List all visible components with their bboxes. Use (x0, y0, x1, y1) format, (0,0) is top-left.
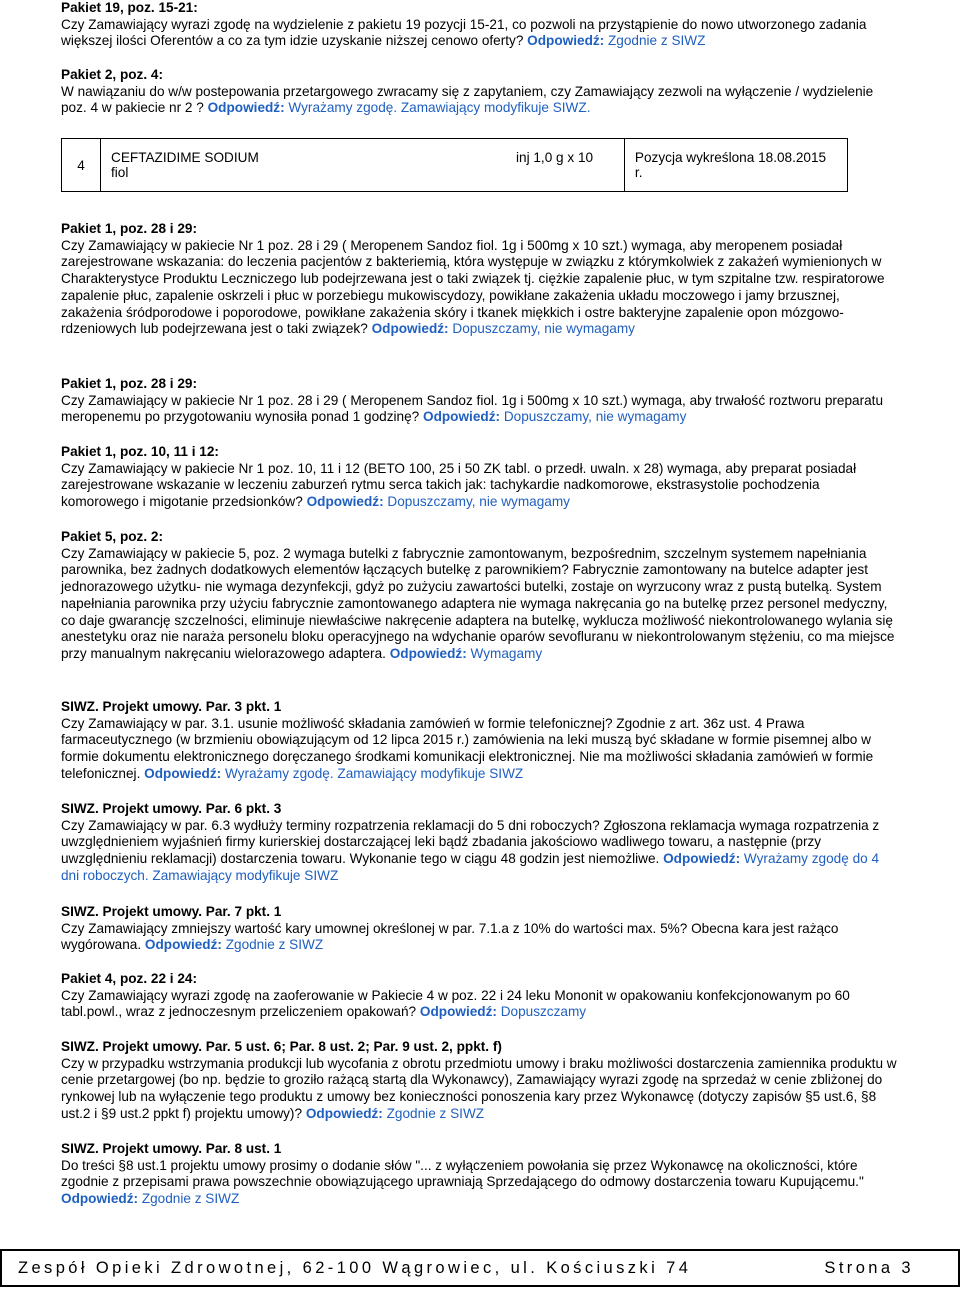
section-header: Pakiet 5, poz. 2: (61, 529, 163, 544)
section-par-3 (61, 699, 899, 783)
section-pakiet-1-meropenem-stability (61, 376, 899, 426)
section-header: SIWZ. Projekt umowy. Par. 5 ust. 6; Par. 8 ust. 2; Par. 9 ust. 2, ppkt. f) (61, 1039, 502, 1054)
section-header: SIWZ. Projekt umowy. Par. 3 pkt. 1 (61, 699, 282, 714)
question-text: Czy Zamawiający w pakiecie Nr 1 poz. 28 i 29 ( Meropenem Sandoz fiol. 1g i 500mg x 10 szt.) wymaga, aby meropenem posiadał zarejestrowane wskazania: do leczenia pacjentów z bakteriemią, która występuje w związku z którymkolwiek z zakażeń wymienionych w Charakterystyce Produktu Leczniczego lub podejrzewana jest o taki związek tj. ciężkie zapalenie płuc, w tym szpitalne tzw. respiratorowe zapalenie płuc, zapalenie oskrzeli i płuc w porzebiegu mukowiscydozy, powikłane zakażenia układu moczowego i jamy brzusznej, zakażenia śródporodowe i poporodowe, powikłane zakażenia skóry i tkanek miękkich i ostre bakteryjne zapalenie opon mózgowo-rdzeniowych lub podejrzewana jest o taki związek? Odpowiedź: Dopuszczamy, nie wymagamy (61, 237, 885, 337)
section-header: Pakiet 1, poz. 28 i 29: (61, 376, 197, 391)
modification-table (61, 138, 848, 192)
answer-label: Odpowiedź: (144, 765, 222, 781)
section-header: SIWZ. Projekt umowy. Par. 7 pkt. 1 (61, 904, 282, 919)
answer-label: Odpowiedź: (144, 937, 222, 953)
answer-text: Zgodnie z SIWZ (141, 1191, 240, 1207)
question-text: Czy Zamawiający zmniejszy wartość kary umownej określonej w par. 7.1.a z 10% do wartości max. 5%? Obecna kara jest rażąco wygórowana. Odpowiedź: Zgodnie z SIWZ (61, 920, 839, 953)
section-par-5-8-9 (61, 1039, 899, 1123)
answer-label: Odpowiedź: (423, 409, 501, 425)
footer-page-number: Strona 3 (824, 1258, 914, 1277)
section-header: Pakiet 19, poz. 15-21: (61, 0, 198, 15)
question-text: Czy w przypadku wstrzymania produkcji lub wycofania z obrotu przedmiotu umowy i braku możliwości dostarczenia zamiennika produktu w cenie przetargowej (bo np. będzie to groziło rażącą startą dla Wykonawcy), Zamawiający wyrazi zgodę na sprzedaż w cenie zbliżonej do rynkowej lub na wyłączenie tego produktu z umowy bez konieczności ponoszenia kary przez Wykonawcę (dotyczy zapisów §5 ust.6, §8 ust.2 i §9 ust.2 ppkt f) projektu umowy)? Odpowiedź: Zgodnie z SIWZ (61, 1055, 897, 1121)
answer-label: Odpowiedź: (389, 645, 467, 661)
question-text: Czy Zamawiający wyrazi zgodę na zaoferowanie w Pakiecie 4 w poz. 22 i 24 leku Mononit w opakowaniu konfekcjonowanym po 60 tabl.powl., wraz z jednoczesnym przeliczeniem opakowań? Odpowiedź: Dopuszczamy (61, 987, 850, 1020)
answer-text: Dopuszczamy, nie wymagamy (503, 409, 687, 425)
question-text: Czy Zamawiający wyrazi zgodę na wydzielenie z pakietu 19 pozycji 15-21, co pozwoli na przystąpienie do nowo utworzonego zadania większej ilości Oferentów a co za tym idzie uzyskanie niższej cenowo oferty? Odpowiedź: Zgodnie z SIWZ (61, 16, 867, 49)
answer-label: Odpowiedź: (527, 33, 605, 49)
question-text: Czy Zamawiający w pakiecie 5, poz. 2 wymaga butelki z fabrycznie zamontowanym, bezpośrednim, szczelnym systemem napełniania parownika, bez żadnych dodatkowych elementów łączących butelkę z parownikiem? Fabrycznie zamontowany na butelce adapter jest jednorazowego użytku- nie wymaga dezynfekcji, gdyż po zużyciu zawartości butelki, zostaje on wyrzucony wraz z pustą butelką. System napełniania parownika przy użyciu fabrycznie zamontowanego adaptera nie wymaga nakręcania go na butelkę przez personel medyczny, co daje gwarancję szczelności, eliminuje niewłaściwe nakręcenie adaptera na butelkę, wyklucza możliwość niekontrolowanego wylania się anestetyku oraz nie naraża personelu bloku operacyjnego na wdychanie oparów sevofluranu w niekontrolowanym stężeniu, co ma miejsce przy manualnym nakręcaniu wielorazowego adaptera. Odpowiedź: Wymagamy (61, 545, 895, 661)
section-pakiet-19 (61, 0, 899, 50)
section-pakiet-4 (61, 971, 899, 1021)
table-row (62, 139, 848, 192)
section-header: Pakiet 1, poz. 10, 11 i 12: (61, 444, 219, 459)
section-header: SIWZ. Projekt umowy. Par. 8 ust. 1 (61, 1141, 282, 1156)
section-header: Pakiet 1, poz. 28 i 29: (61, 221, 197, 236)
product-dose: inj 1,0 g x 10 fiol (111, 150, 594, 180)
footer-address: Zespół Opieki Zdrowotnej, 62-100 Wągrowiec, ul. Kościuszki 74 (18, 1258, 692, 1277)
answer-text: Wymagamy (470, 645, 543, 661)
question-text: Czy Zamawiający w pakiecie Nr 1 poz. 28 i 29 ( Meropenem Sandoz fiol. 1g i 500mg x 10 szt.) wymaga, aby trwałość roztworu preparatu meropenemu po przygotowaniu wynosiła ponad 1 godzinę? Odpowiedź: Dopuszczamy, nie wymagamy (61, 392, 884, 425)
section-par-6 (61, 801, 899, 885)
question-text: Czy Zamawiający w pakiecie Nr 1 poz. 10, 11 i 12 (BETO 100, 25 i 50 ZK tabl. o przedł. uwaln. x 28) wymaga, aby preparat posiadał zarejestrowane wskazanie w leczeniu zaburzeń rytmu serca takich jak: tachykardie nadkomorowe, ekstrasystolie pochodzenia komorowego i migotanie przedsionków? Odpowiedź: Dopuszczamy, nie wymagamy (61, 460, 857, 510)
section-par-8 (61, 1141, 899, 1208)
answer-text: Dopuszczamy, nie wymagamy (387, 494, 570, 510)
section-header: SIWZ. Projekt umowy. Par. 6 pkt. 3 (61, 801, 282, 816)
section-par-7 (61, 904, 899, 954)
answer-label: Odpowiedź: (305, 1105, 383, 1121)
answer-label: Odpowiedź: (371, 321, 449, 337)
answer-text: Wyrażamy zgodę. Zamawiający modyfikuje SIWZ (224, 765, 524, 781)
section-pakiet-1-meropenem-indications (61, 221, 899, 338)
answer-label: Odpowiedź: (207, 100, 285, 116)
question-text: Czy Zamawiający w par. 6.3 wydłuży terminy rozpatrzenia reklamacji do 5 dni roboczych? Zgłoszona reklamacja wymaga rozpatrzenia z uwzględnieniem wyjaśnień firmy kurierskiej dostarczającej leki bądź zbadania jakościowo wadliwego towaru, a następnie (przy uwzględnieniu reklamacji) dostarczenia towaru. Wykonanie tego w ciągu 48 godzin jest niemożliwe. Odpowiedź: Wyrażamy zgodę do 4 dni roboczych. Zamawiający modyfikuje SIWZ (61, 817, 880, 883)
answer-text: Zgodnie z SIWZ (225, 937, 324, 953)
answer-text: Zgodnie z SIWZ (607, 33, 706, 49)
section-pakiet-2 (61, 67, 899, 117)
table-cell-no: 4 (62, 139, 101, 192)
answer-label: Odpowiedź: (306, 494, 384, 510)
section-pakiet-1-beto (61, 444, 899, 511)
section-pakiet-5 (61, 529, 899, 663)
page-footer (0, 1249, 960, 1287)
table-cell-status: Pozycja wykreślona 18.08.2015 r. (624, 139, 847, 192)
question-text: Do treści §8 ust.1 projektu umowy prosimy o dodanie słów "... z wyłączeniem powołania się przez Wykonawcę na okoliczności, które zgodnie z przepisami prawa powszechnie obowiązującego uprawniają Sprzedającego do odmowy dostarczenia towaru Kupującemu." Odpowiedź: Zgodnie z SIWZ (61, 1157, 864, 1207)
table-cell-product (101, 139, 625, 192)
answer-label: Odpowiedź: (61, 1191, 139, 1207)
question-text: W nawiązaniu do w/w postepowania przetargowego zwracamy się z zapytaniem, czy Zamawiający zezwoli na wyłączenie / wydzielenie poz. 4 w pakiecie nr 2 ? Odpowiedź: Wyrażamy zgodę. Zamawiający modyfikuje SIWZ. (61, 83, 874, 116)
answer-text: Wyrażamy zgodę. Zamawiający modyfikuje SIWZ. (288, 100, 591, 116)
question-text: Czy Zamawiający w par. 3.1. usunie możliwość składania zamówień w formie telefonicznej? Zgodnie z art. 36z ust. 4 Prawa farmaceutycznego (w brzmieniu obowiązującym od 12 lipca 2015 r.) zamówienia na leki muszą być składane w formie pisemnej albo w formie dokumentu elektronicznego doręczanego środkami komunikacji elektronicznej. Nie ma możliwości składania zamówień w formie telefonicznej. Odpowiedź: Wyrażamy zgodę. Zamawiający modyfikuje SIWZ (61, 715, 874, 781)
product-name: CEFTAZIDIME SODIUM (111, 150, 259, 165)
answer-label: Odpowiedź: (663, 851, 741, 867)
answer-text: Zgodnie z SIWZ (386, 1105, 485, 1121)
section-header: Pakiet 2, poz. 4: (61, 67, 163, 82)
section-header: Pakiet 4, poz. 22 i 24: (61, 971, 197, 986)
answer-text: Wyrażamy zgodę do 4 dni roboczych. Zamawiający modyfikuje SIWZ (61, 851, 880, 883)
answer-label: Odpowiedź: (419, 1004, 497, 1020)
answer-text: Dopuszczamy, nie wymagamy (452, 321, 635, 337)
answer-text: Dopuszczamy (500, 1004, 587, 1020)
